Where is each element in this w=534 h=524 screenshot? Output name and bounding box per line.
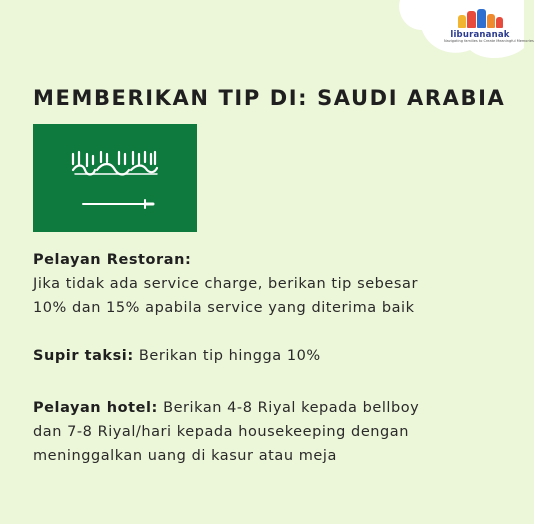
hotel-text-line1: Berikan 4-8 Riyal kepada bellboy <box>157 400 420 416</box>
shahada-calligraphy-icon <box>73 152 157 175</box>
restaurant-text-line2: 10% dan 15% apabila service yang diterima baik <box>33 300 415 316</box>
taxi-label: Supir taksi: <box>33 348 134 364</box>
hotel-tip-section <box>33 396 419 468</box>
hotel-text-line2: dan 7-8 Riyal/hari kepada housekeeping dengan <box>33 424 409 440</box>
hotel-text-line3: meninggalkan uang di kasur atau meja <box>33 448 337 464</box>
restaurant-label: Pelayan Restoran: <box>33 252 192 268</box>
taxi-text: Berikan tip hingga 10% <box>133 348 321 364</box>
sword-icon <box>83 200 153 208</box>
brand-logo[interactable] <box>444 8 534 44</box>
saudi-arabia-flag <box>33 124 197 232</box>
brand-name: liburananak <box>450 30 510 40</box>
page-title: MEMBERIKAN TIP DI: SAUDI ARABIA <box>33 86 506 110</box>
hotel-label: Pelayan hotel: <box>33 400 158 416</box>
family-icon <box>444 8 516 28</box>
taxi-tip-section <box>33 344 321 368</box>
brand-tagline: Navigating families to Create Meaningful Memories <box>444 39 534 43</box>
restaurant-text-line1: Jika tidak ada service charge, berikan tip sebesar <box>33 276 418 292</box>
restaurant-tip-section <box>33 248 418 320</box>
